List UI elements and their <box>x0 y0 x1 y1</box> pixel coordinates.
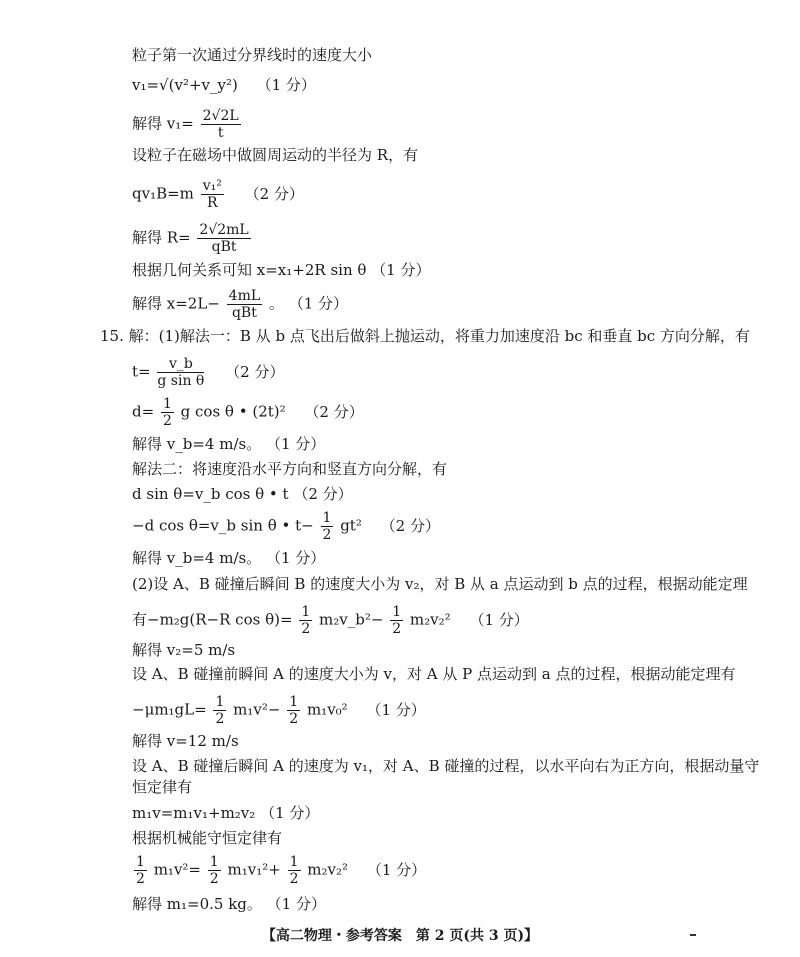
fraction <box>213 694 226 727</box>
line-11 <box>132 396 364 429</box>
line-8 <box>132 288 348 321</box>
fraction <box>321 510 334 543</box>
line-4: 设粒子在磁场中做圆周运动的半径为 R，有 <box>132 146 419 164</box>
denominator: g sin θ <box>157 373 205 389</box>
numerator: 1 <box>162 396 172 412</box>
text: d= <box>132 402 155 421</box>
denominator: qBt <box>231 305 257 321</box>
line-12: 解得 v_b=4 m/s。 （1 分） <box>132 435 326 453</box>
denominator: 2 <box>136 871 145 887</box>
numerator: 1 <box>322 510 332 526</box>
numerator: 1 <box>392 604 402 620</box>
fraction <box>157 356 204 389</box>
denominator: t <box>217 125 224 141</box>
text: m₂v_b²− <box>319 610 384 629</box>
line-24: 恒定律有 <box>132 778 193 796</box>
question-number: 15. <box>100 327 124 345</box>
text: m₁v²= <box>153 860 201 879</box>
text: t= <box>132 362 151 381</box>
fraction <box>288 854 301 887</box>
text: m₁v₀² <box>306 700 348 719</box>
line-21 <box>132 694 426 727</box>
fraction <box>161 396 174 429</box>
score: （1 分） <box>469 610 529 629</box>
fraction <box>201 178 224 211</box>
denominator: 2 <box>392 621 402 637</box>
fraction <box>134 854 147 887</box>
fraction <box>287 694 300 727</box>
line-10 <box>132 356 284 389</box>
score: （1 分） <box>256 76 316 94</box>
fraction <box>227 288 262 321</box>
text: 解：(1)解法一：B 从 b 点飞出后做斜上抛运动，将重力加速度沿 bc 和垂直 bc 方向分解，有 <box>128 327 750 345</box>
line-5 <box>132 178 304 211</box>
score: （2 分） <box>304 402 364 421</box>
line-9 <box>100 326 750 346</box>
fraction <box>197 222 250 255</box>
line-18 <box>132 604 529 637</box>
denominator: 2 <box>301 621 311 637</box>
page-footer: 【高二物理・参考答案 第 2 页(共 3 页)】 <box>261 928 539 944</box>
text: qv₁B=m <box>132 184 194 203</box>
line-7: 根据几何关系可知 x=x₁+2R sin θ （1 分） <box>132 261 431 279</box>
numerator: 1 <box>215 694 225 710</box>
line-2 <box>132 75 316 95</box>
text: m₂v₂² <box>409 610 451 629</box>
text: 有−m₂g(R−R cos θ)= <box>132 610 293 629</box>
numerator: 2√2mL <box>199 222 249 238</box>
text: 解得 v₁= <box>132 114 194 133</box>
numerator: 1 <box>301 604 311 620</box>
numerator: 4mL <box>228 288 261 304</box>
denominator: qBt <box>211 239 237 255</box>
denominator: 2 <box>289 871 299 887</box>
score: （2 分） <box>225 362 285 381</box>
denominator: 2 <box>322 527 332 543</box>
numerator: v₁² <box>202 178 222 194</box>
line-13: 解法二：将速度沿水平方向和竖直方向分解，有 <box>132 460 448 478</box>
line-27 <box>132 854 426 887</box>
denominator: 2 <box>162 413 172 429</box>
denominator: 2 <box>215 711 225 727</box>
text: g cos θ • (2t)² <box>180 402 286 421</box>
text: m₁v²− <box>233 700 281 719</box>
score: （2 分） <box>380 516 440 535</box>
score: （1 分） <box>366 700 426 719</box>
line-25: m₁v=m₁v₁+m₂v₂ （1 分） <box>132 804 320 822</box>
text: 解得 x=2L− <box>132 294 220 313</box>
line-1: 粒子第一次通过分界线时的速度大小 <box>132 46 373 64</box>
text: −d cos θ=v_b sin θ • t− <box>132 516 314 535</box>
numerator: 1 <box>289 694 299 710</box>
score: （2 分） <box>244 184 304 203</box>
line-20: 设 A、B 碰撞前瞬间 A 的速度大小为 v，对 A 从 P 点运动到 a 点的过程，根据动能定理有 <box>132 665 736 683</box>
score: （1 分） <box>366 860 427 879</box>
text: m₂v₂² <box>307 860 349 879</box>
numerator: 1 <box>289 854 299 870</box>
numerator: v_b <box>157 356 204 373</box>
line-19: 解得 v₂=5 m/s <box>132 641 236 659</box>
equation: v₁=√(v²+v_y²) <box>132 76 238 94</box>
text: gt² <box>340 516 362 535</box>
line-23: 设 A、B 碰撞后瞬间 A 的速度为 v₁，对 A、B 碰撞的过程，以水平向右为正方向，根据动量守 <box>132 757 760 775</box>
numerator: 1 <box>136 854 145 870</box>
denominator: R <box>206 195 218 211</box>
fraction <box>299 604 312 637</box>
line-3 <box>132 108 243 141</box>
numerator: 2√2L <box>202 108 239 124</box>
corner-mark <box>690 934 696 936</box>
fraction <box>208 854 221 887</box>
text: m₁v₁²+ <box>227 860 281 879</box>
text: 解得 R= <box>132 228 191 247</box>
line-22: 解得 v=12 m/s <box>132 732 239 750</box>
denominator: 2 <box>289 711 299 727</box>
line-28: 解得 m₁=0.5 kg。 （1 分） <box>132 895 326 913</box>
denominator: 2 <box>209 871 219 887</box>
line-14: d sin θ=v_b cos θ • t （2 分） <box>132 485 353 503</box>
fraction <box>201 108 241 141</box>
text: −μm₁gL= <box>132 700 207 719</box>
numerator: 1 <box>209 854 219 870</box>
line-17: (2)设 A、B 碰撞后瞬间 B 的速度大小为 v₂，对 B 从 a 点运动到 b 点的过程，根据动能定理 <box>132 575 748 593</box>
line-26: 根据机械能守恒定律有 <box>132 829 283 847</box>
line-6 <box>132 222 253 255</box>
line-15 <box>132 510 440 543</box>
line-16: 解得 v_b=4 m/s。 （1 分） <box>132 549 326 567</box>
fraction <box>390 604 403 637</box>
text: 。 （1 分） <box>268 294 349 313</box>
